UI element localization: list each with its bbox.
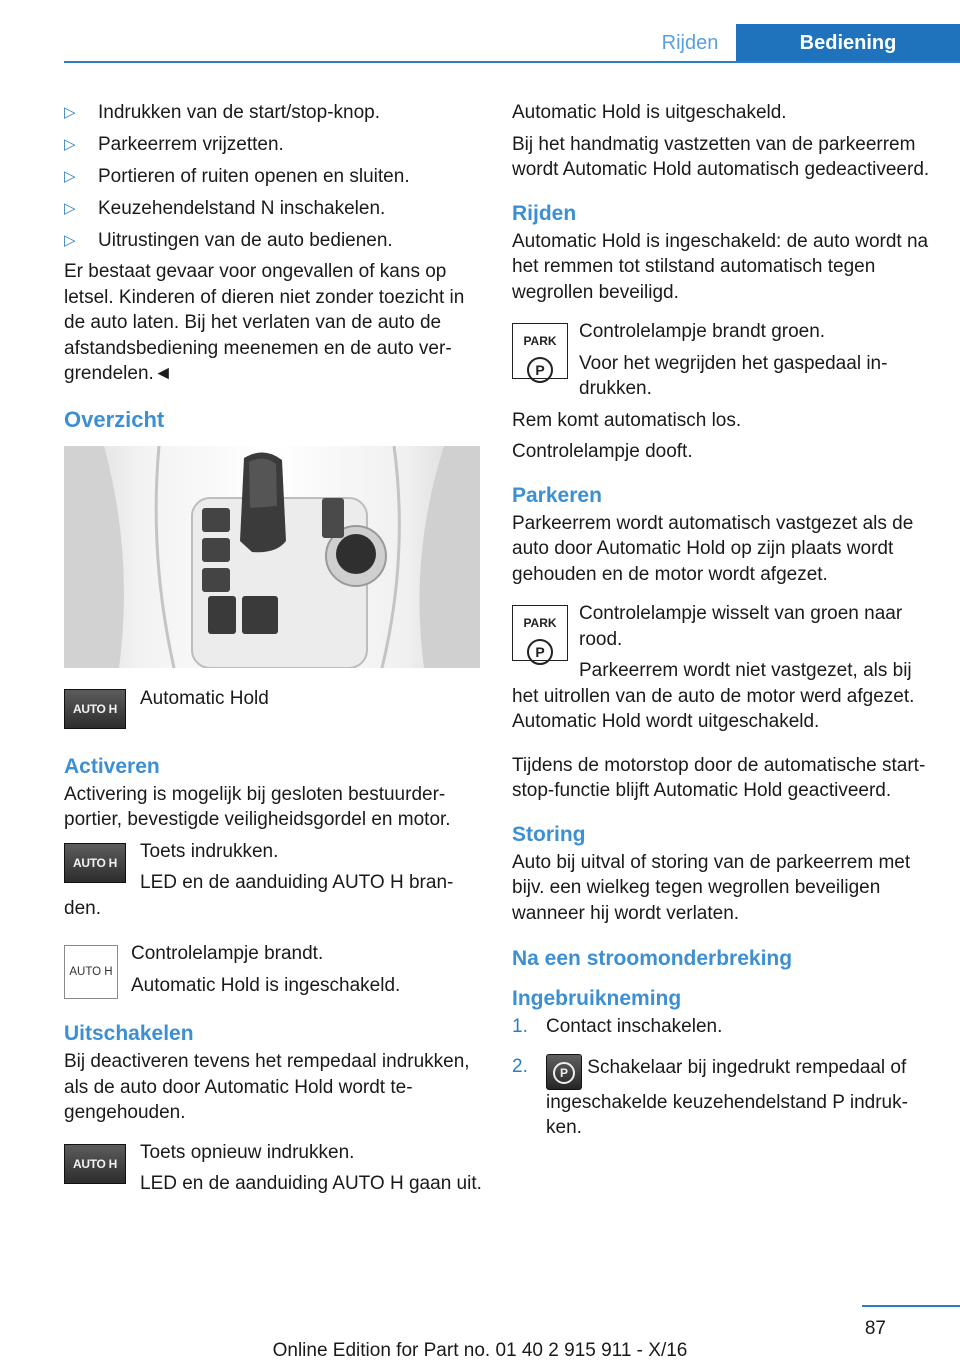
driving-lamp-2: Voor het wegrijden het gaspedaal indrukken. xyxy=(579,352,888,399)
brake-release-text: Rem komt automatisch los. xyxy=(512,409,742,431)
page-number: 87 xyxy=(864,1318,886,1339)
footer-rule xyxy=(862,1305,960,1307)
lamp-off-text: Controlelampje dooft. xyxy=(512,441,693,462)
triangle-bullet-icon: ▷ xyxy=(64,231,76,249)
activate-lamp-2: Automatic Hold is ingeschakeld. xyxy=(131,974,401,996)
triangle-bullet-icon: ▷ xyxy=(64,199,76,217)
parking-lamp-1: Controlelampje wisselt van groen naar rood. xyxy=(579,603,903,650)
list-item: ▷ Indrukken van de start/stop-knop. xyxy=(64,100,482,126)
list-item: ▷ Parkeerrem vrijzetten. xyxy=(64,132,482,158)
park-indicator-icon: PARK P xyxy=(512,605,568,661)
header-chapter: Bediening xyxy=(736,24,960,62)
driving-lamp xyxy=(512,319,932,402)
deactivate-intro: Bij deactiveren tevens het rempedaal indrukken, als de auto door Automatic Hold wordt tegengehouden. xyxy=(64,1051,470,1124)
overview-heading: Overzicht xyxy=(64,406,165,432)
auto-h-button-icon: AUTO H xyxy=(64,689,126,729)
auto-h-button-icon: AUTO H xyxy=(64,843,126,883)
parking-brake-button-icon: P xyxy=(546,1054,582,1090)
manual-park-text: Bij het handmatig vastzetten van de parkeerrem wordt Automatic Hold automatisch gedeactiveerd. xyxy=(512,133,930,180)
header-rule xyxy=(64,61,960,63)
edition-note: Online Edition for Part no. 01 40 2 915 911 - X/16 xyxy=(272,1340,688,1361)
driving-intro: Automatic Hold is ingeschakeld: de auto wordt na het remmen tot stilstand automatisch tegen wegrollen beveiligd. xyxy=(512,230,929,303)
list-item: ▷ Uitrustingen van de auto bedienen. xyxy=(64,228,482,254)
gear-console-photo xyxy=(64,446,480,668)
driving-heading: Rijden xyxy=(512,201,577,225)
left-column xyxy=(64,100,482,1203)
autoh-row xyxy=(64,686,482,736)
auto-h-indicator-icon: AUTO H xyxy=(64,945,118,999)
parking-intro: Parkeerrem wordt automatisch vastgezet als de auto door Automatic Hold op zijn plaats wordt gehouden en de motor wordt afgezet. xyxy=(512,512,914,585)
start-stop-text: Tijdens de motorstop door de automatische start-stop-functie blijft Automatic Hold geactiveerd. xyxy=(512,754,926,801)
activate-intro: Activering is mogelijk bij gesloten bestuurderportier, bevestigde veiligheidsgordel en motor. xyxy=(64,783,451,831)
list-item: ▷ Keuzehendelstand N inschakelen. xyxy=(64,196,482,222)
deactivate-step xyxy=(64,1140,482,1197)
triangle-bullet-icon: ▷ xyxy=(64,135,76,153)
power-subheading: Ingebruikneming xyxy=(512,987,682,1010)
deactivate-step-1: Toets opnieuw indrukken. xyxy=(140,1141,355,1163)
parking-lamp xyxy=(512,601,932,735)
auto-h-button-icon: AUTO H xyxy=(64,1144,126,1184)
deactivate-heading: Uitschakelen xyxy=(64,1022,194,1046)
activate-step-2: LED en de aanduiding AUTO H branden. xyxy=(64,872,454,919)
warning-text: Er bestaat gevaar voor ongevallen of kans op letsel. Kinderen of dieren niet zonder toezicht in de auto laten. Bij het verlaten van de auto de afstandsbediening meenemen en de auto vergrendelen.◄ xyxy=(64,261,465,385)
parking-lamp-2: Parkeerrem wordt niet vastgezet, als bij het uitrollen van de auto de motor werd afgezet. Automatic Hold wordt uitgeschakeld. xyxy=(512,660,915,732)
fault-heading: Storing xyxy=(512,822,586,846)
list-item: 1. Contact inschakelen. xyxy=(512,1016,723,1037)
fault-text: Auto bij uitval of storing van de parkeerrem met bijv. een wielkeg tegen wegrollen beveiligen wanneer hij wordt verlaten. xyxy=(512,851,911,924)
power-steps xyxy=(512,1014,932,1141)
activate-step xyxy=(64,839,482,922)
header-section: Rijden xyxy=(661,32,719,54)
triangle-bullet-icon: ▷ xyxy=(64,167,76,185)
driving-lamp-1: Controlelampje brandt groen. xyxy=(579,321,826,342)
activate-step-1: Toets indrukken. xyxy=(140,840,279,862)
power-heading: Na een stroomonderbreking xyxy=(512,947,793,970)
right-column xyxy=(512,100,932,1155)
triangle-bullet-icon: ▷ xyxy=(64,104,76,121)
parking-heading: Parkeren xyxy=(512,483,602,507)
bullet-list xyxy=(64,100,482,253)
deactivate-step-2: LED en de aanduiding AUTO H gaan uit. xyxy=(140,1173,482,1195)
list-item: 2. P Schakelaar bij ingedrukt rempedaal of ingeschakelde keuzehendelstand P indrukken. xyxy=(512,1055,908,1138)
activate-heading: Activeren xyxy=(64,754,160,778)
hold-off-text: Automatic Hold is uitgeschakeld. xyxy=(512,102,787,123)
list-item: ▷ Portieren of ruiten openen en sluiten. xyxy=(64,164,482,190)
activate-lamp xyxy=(64,941,482,1003)
autoh-caption: Automatic Hold xyxy=(140,687,269,709)
park-indicator-icon: PARK P xyxy=(512,323,568,379)
activate-lamp-1: Controlelampje brandt. xyxy=(131,943,324,965)
